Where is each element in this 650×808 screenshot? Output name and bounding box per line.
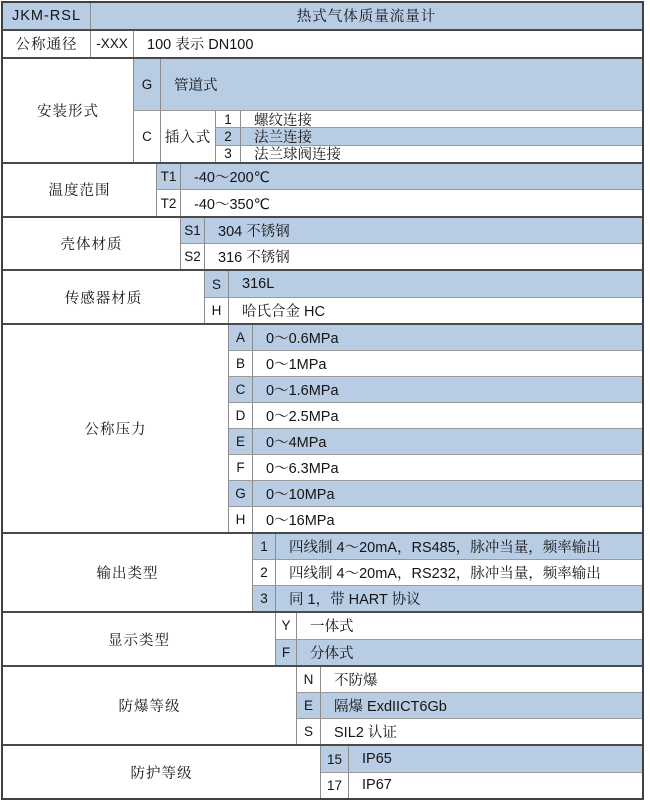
option-row bbox=[229, 376, 642, 402]
option-row bbox=[157, 189, 642, 215]
option-code: E bbox=[229, 429, 253, 454]
option-row bbox=[297, 667, 642, 692]
option-code: B bbox=[229, 351, 253, 376]
option-row bbox=[229, 325, 642, 350]
option-desc: 四线制 4～20mA，RS232，脉冲当量，频率输出 bbox=[289, 565, 601, 582]
option-desc: 螺纹连接 bbox=[254, 112, 312, 128]
option-row bbox=[229, 480, 642, 506]
option-row bbox=[157, 164, 642, 189]
option-code: H bbox=[205, 298, 229, 323]
option-row bbox=[321, 746, 642, 771]
option-desc: IP65 bbox=[362, 751, 392, 768]
option-code: 3 bbox=[253, 586, 276, 611]
insert-name: 插入式 bbox=[161, 111, 216, 162]
option-row bbox=[297, 718, 642, 744]
option-code: C bbox=[134, 111, 161, 162]
option-desc: -40～200℃ bbox=[194, 170, 270, 187]
pressure-label: 公称压力 bbox=[3, 325, 229, 532]
page-title: 热式气体质量流量计 bbox=[296, 9, 437, 26]
option-desc: 法兰连接 bbox=[254, 129, 312, 145]
install-label: 安装形式 bbox=[3, 59, 134, 162]
option-code: 1 bbox=[216, 111, 241, 127]
option-code: S1 bbox=[181, 218, 205, 243]
option-code: E bbox=[297, 693, 321, 718]
option-row bbox=[205, 271, 642, 296]
option-desc: 0～6.3MPa bbox=[266, 460, 339, 477]
diameter-label: 公称通径 bbox=[3, 31, 91, 57]
option-row bbox=[229, 350, 642, 376]
option-row bbox=[181, 218, 642, 243]
option-code: 15 bbox=[321, 746, 349, 771]
section-output bbox=[3, 532, 642, 612]
section-temperature bbox=[3, 162, 642, 216]
display-label: 显示类型 bbox=[3, 613, 276, 665]
section-sensor bbox=[3, 269, 642, 323]
option-desc: 304 不锈钢 bbox=[218, 223, 290, 240]
section-explosion bbox=[3, 665, 642, 745]
option-code: H bbox=[229, 507, 253, 532]
option-desc: 0～1MPa bbox=[266, 356, 327, 373]
option-row bbox=[253, 585, 642, 611]
option-row bbox=[216, 127, 642, 144]
section-protection bbox=[3, 744, 642, 798]
option-desc: 0～0.6MPa bbox=[266, 330, 339, 347]
option-row bbox=[229, 402, 642, 428]
option-desc: 0～10MPa bbox=[266, 486, 335, 503]
option-code: F bbox=[229, 455, 253, 480]
option-desc: 316 不锈钢 bbox=[218, 250, 290, 267]
install-pipe-row bbox=[134, 59, 642, 110]
option-row bbox=[276, 639, 642, 665]
option-desc: 316L bbox=[242, 276, 275, 292]
option-code: S2 bbox=[181, 244, 205, 269]
option-row bbox=[229, 428, 642, 454]
option-row bbox=[253, 559, 642, 585]
option-desc: 0～16MPa bbox=[266, 512, 335, 529]
option-desc: 隔爆 ExdIICT6Gb bbox=[334, 699, 447, 716]
model-selection-table bbox=[1, 1, 644, 800]
option-desc: 0～4MPa bbox=[266, 434, 327, 451]
option-desc: 0～1.6MPa bbox=[266, 382, 339, 399]
option-code: F bbox=[276, 640, 297, 665]
option-desc: 不防爆 bbox=[334, 672, 378, 689]
option-code: D bbox=[229, 403, 253, 428]
option-row bbox=[276, 613, 642, 638]
option-code: 17 bbox=[321, 773, 349, 798]
output-label: 输出类型 bbox=[3, 534, 253, 612]
option-desc: IP67 bbox=[362, 777, 392, 794]
option-desc: 0～2.5MPa bbox=[266, 408, 339, 425]
option-code: 1 bbox=[253, 534, 276, 559]
option-row bbox=[229, 454, 642, 480]
option-desc: SIL2 认证 bbox=[334, 725, 397, 742]
temperature-label: 温度范围 bbox=[3, 164, 157, 216]
option-code: S bbox=[205, 271, 229, 296]
section-display bbox=[3, 611, 642, 665]
option-code: S bbox=[297, 719, 321, 744]
model-code: JKM-RSL bbox=[3, 3, 91, 29]
option-code: T1 bbox=[157, 164, 181, 189]
housing-label: 壳体材质 bbox=[3, 218, 181, 270]
section-housing bbox=[3, 216, 642, 270]
option-code: 2 bbox=[216, 128, 241, 144]
option-desc: 哈氏合金 HC bbox=[242, 303, 325, 320]
option-code: Y bbox=[276, 613, 297, 638]
option-desc: 管道式 bbox=[174, 77, 218, 94]
option-row bbox=[216, 111, 642, 127]
option-desc: 四线制 4～20mA，RS485，脉冲当量，频率输出 bbox=[289, 539, 601, 556]
option-row bbox=[321, 772, 642, 798]
option-desc: 同 1，带 HART 协议 bbox=[289, 592, 421, 609]
option-code: 2 bbox=[253, 560, 276, 585]
option-code: 3 bbox=[216, 146, 241, 162]
option-desc: -40～350℃ bbox=[194, 196, 270, 213]
diameter-code: -XXX bbox=[91, 31, 134, 57]
option-row bbox=[205, 297, 642, 323]
option-desc: 法兰球阀连接 bbox=[254, 147, 341, 162]
section-title bbox=[3, 3, 642, 29]
install-insert-block bbox=[134, 110, 642, 162]
option-code: A bbox=[229, 325, 253, 350]
section-install bbox=[3, 57, 642, 162]
option-code: T2 bbox=[157, 190, 181, 215]
option-code: G bbox=[134, 59, 161, 110]
option-desc: 一体式 bbox=[310, 619, 354, 636]
protection-label: 防护等级 bbox=[3, 746, 321, 798]
option-code: N bbox=[297, 667, 321, 692]
option-desc: 分体式 bbox=[310, 645, 354, 662]
sensor-label: 传感器材质 bbox=[3, 271, 205, 323]
section-diameter bbox=[3, 29, 642, 57]
option-row bbox=[181, 243, 642, 269]
section-pressure bbox=[3, 323, 642, 532]
option-code: G bbox=[229, 481, 253, 506]
option-code: C bbox=[229, 377, 253, 402]
option-row bbox=[229, 506, 642, 532]
explosion-label: 防爆等级 bbox=[3, 667, 297, 745]
option-row bbox=[253, 534, 642, 559]
option-row bbox=[297, 692, 642, 718]
option-row bbox=[216, 145, 642, 162]
diameter-desc: 100 表示 DN100 bbox=[147, 37, 254, 54]
